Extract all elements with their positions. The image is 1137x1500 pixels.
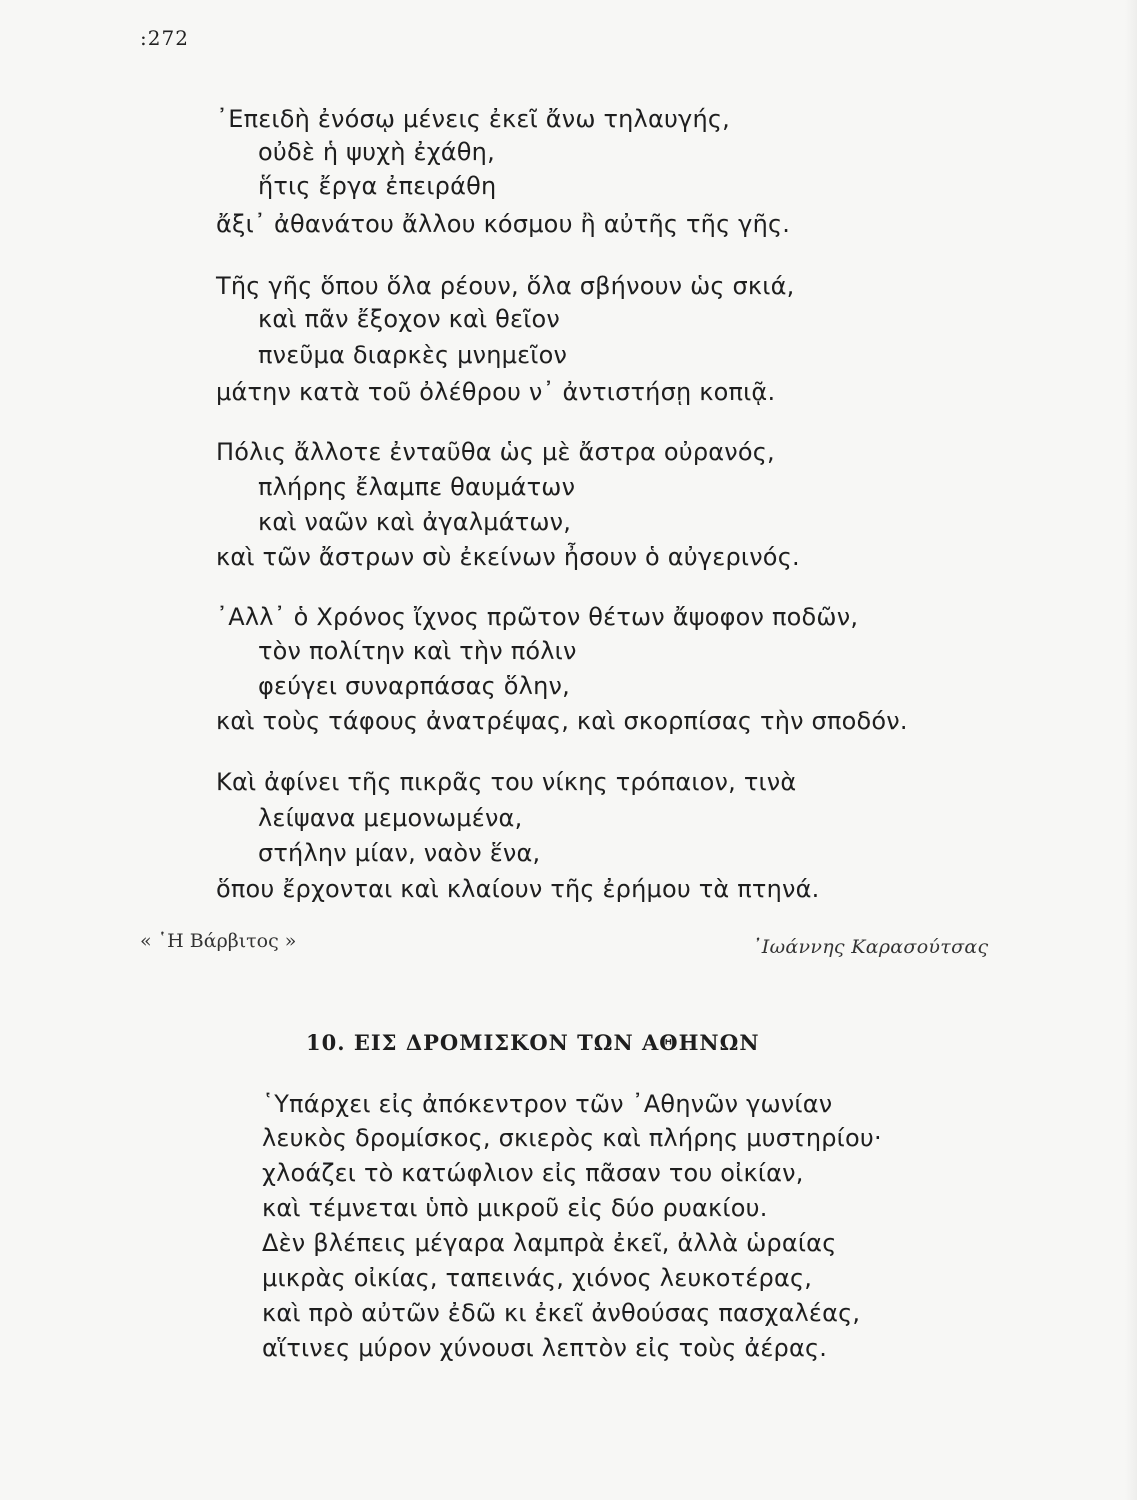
poem-line: καὶ τῶν ἄστρων σὺ ἐκείνων ἦσουν ὁ αὐγερινός. bbox=[216, 543, 800, 571]
poem-line: οὐδὲ ἡ ψυχὴ ἐχάθη, bbox=[258, 138, 495, 166]
poem-line: πνεῦμα διαρκὲς μνημεῖον bbox=[258, 341, 568, 369]
poem-line: μικρὰς οἰκίας, ταπεινάς, χιόνος λευκοτέρας, bbox=[262, 1264, 813, 1292]
poem-line: καὶ πᾶν ἔξοχον καὶ θεῖον bbox=[258, 305, 561, 333]
page-number: :272 bbox=[140, 26, 189, 50]
poem-line: καὶ πρὸ αὐτῶν ἐδῶ κι ἐκεῖ ἀνθούσας πασχαλέας, bbox=[262, 1299, 861, 1327]
poem-line: Καὶ ἀφίνει τῆς πικρᾶς του νίκης τρόπαιον, τινὰ bbox=[216, 768, 797, 796]
poem-line: λευκὸς δρομίσκος, σκιερὸς καὶ πλήρης μυστηρίου· bbox=[262, 1124, 882, 1152]
poem-line: αἵτινες μύρον χύνουσι λεπτὸν εἰς τοὺς ἀέρας. bbox=[262, 1334, 828, 1362]
poem-line: καὶ τοὺς τάφους ἀνατρέψας, καὶ σκορπίσας τὴν σποδόν. bbox=[216, 707, 908, 735]
poem-line: ἥτις ἔργα ἐπειράθη bbox=[258, 172, 497, 200]
poem-line: μάτην κατὰ τοῦ ὀλέθρου ν᾿ ἀντιστήσῃ κοπιᾷ. bbox=[216, 378, 776, 406]
poem-author: ᾿Ιωάννης Καρασούτσας bbox=[752, 936, 989, 958]
poem-line: χλοάζει τὸ κατώφλιον εἰς πᾶσαν του οἰκίαν, bbox=[262, 1159, 804, 1187]
poem-line: τὸν πολίτην καὶ τὴν πόλιν bbox=[258, 637, 577, 665]
poem-line: ἄξι᾿ ἀθανάτου ἄλλου κόσμου ἢ αὐτῆς τῆς γῆς. bbox=[216, 210, 791, 238]
poem-source: « ῾Η Βάρβιτος » bbox=[140, 930, 297, 952]
poem-line: καὶ τέμνεται ὑπὸ μικροῦ εἰς δύο ρυακίου. bbox=[262, 1194, 768, 1222]
poem-line: πλήρης ἔλαμπε θαυμάτων bbox=[258, 473, 576, 501]
poem-line: Τῆς γῆς ὅπου ὅλα ρέουν, ὅλα σβήνουν ὡς σκιά, bbox=[216, 272, 795, 300]
poem-line: ᾿Αλλ᾿ ὁ Χρόνος ἴχνος πρῶτον θέτων ἄψοφον ποδῶν, bbox=[216, 603, 859, 631]
poem-line: στήλην μίαν, ναὸν ἕνα, bbox=[258, 839, 541, 867]
poem-line: Δὲν βλέπεις μέγαρα λαμπρὰ ἐκεῖ, ἀλλὰ ὡραίας bbox=[262, 1229, 837, 1257]
section-title: 10. ΕΙΣ ΔΡΟΜΙΣΚΟΝ ΤΩΝ ΑΘΗΝΩΝ bbox=[306, 1030, 760, 1055]
poem-line: λείψανα μεμονωμένα, bbox=[258, 804, 523, 832]
poem-line: ῾Υπάρχει εἰς ἀπόκεντρον τῶν ᾿Αθηνῶν γωνίαν bbox=[262, 1090, 833, 1118]
page-edge-shadow bbox=[1125, 0, 1137, 1500]
poem-line: ᾿Επειδὴ ἐνόσῳ μένεις ἐκεῖ ἄνω τηλαυγής, bbox=[216, 105, 730, 133]
poem-line: Πόλις ἄλλοτε ἐνταῦθα ὡς μὲ ἄστρα οὐρανός, bbox=[216, 438, 775, 466]
poem-line: καὶ ναῶν καὶ ἀγαλμάτων, bbox=[258, 508, 572, 536]
poem-line: φεύγει συναρπάσας ὅλην, bbox=[258, 672, 570, 700]
poem-line: ὅπου ἔρχονται καὶ κλαίουν τῆς ἐρήμου τὰ πτηνά. bbox=[216, 875, 820, 903]
